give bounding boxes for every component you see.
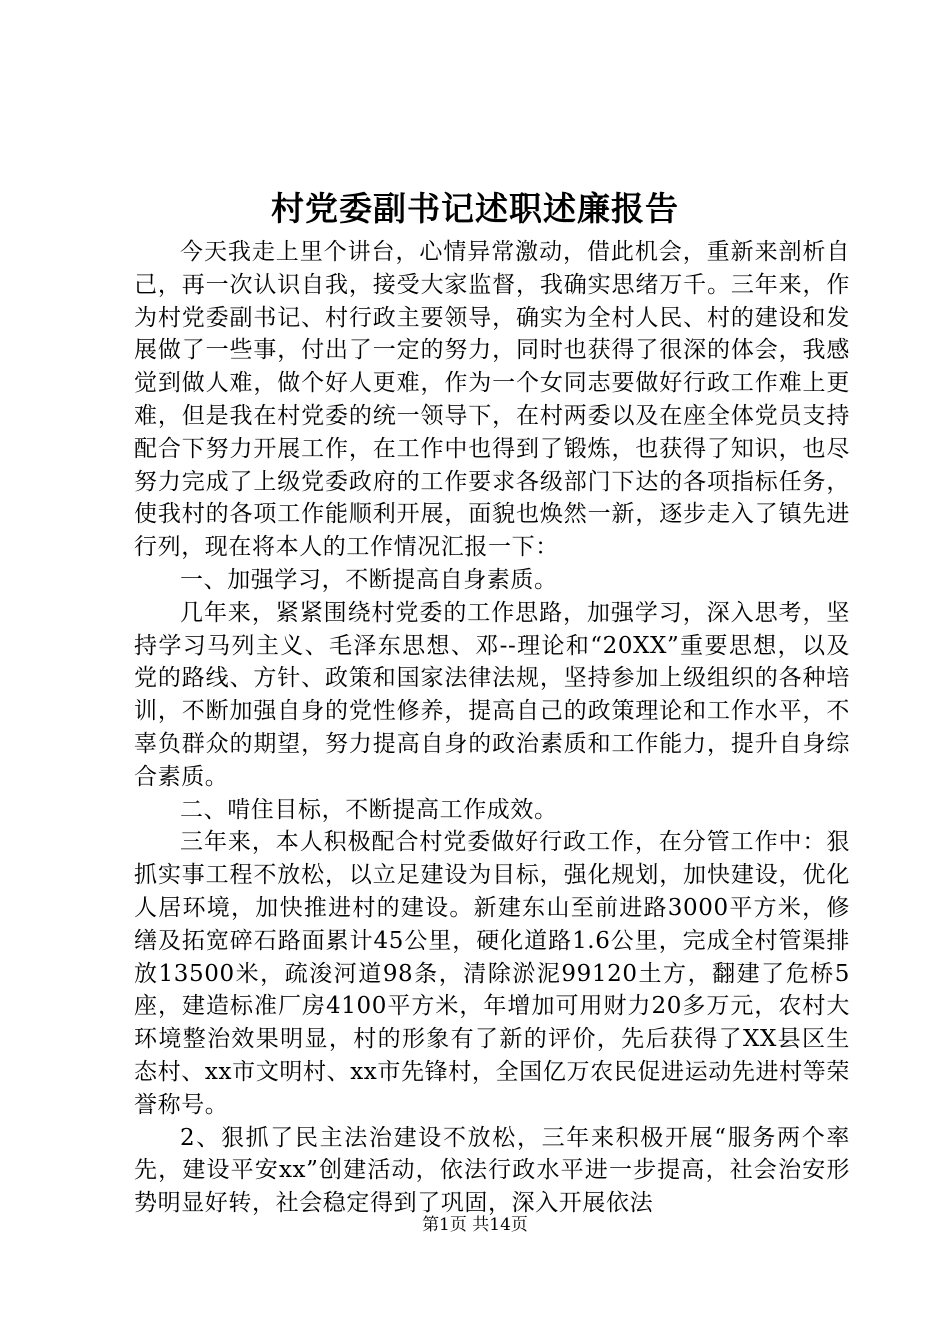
paragraph-intro: 今天我走上里个讲台，心情异常激动，借此机会，重新来剖析自己，再一次认识自我，接受大家监督，我确实思绪万千。三年来，作为村党委副书记、村行政主要领导，确实为全村人民、村的建设和发展做了一些事，付出了一定的努力，同时也获得了很深的体会，我感觉到做人难，做个好人更难，作为一个女同志要做好行政工作难上更难，但是我在村党委的统一领导下，在村两委以及在座全体党员支持配合下努力开展工作，在工作中也得到了锻炼，也获得了知识，也尽努力完成了上级党委政府的工作要求各级部门下达的各项指标任务，使我村的各项工作能顺利开展，面貌也焕然一新，逐步走入了镇先进行列，现在将本人的工作情况汇报一下： xyxy=(134,239,850,561)
section-heading-1: 一、加强学习，不断提高自身素质。 xyxy=(180,566,558,593)
document-body xyxy=(134,236,850,1220)
document-title: 村党委副书记述职述廉报告 xyxy=(271,189,679,228)
page-indicator: 第1页 共14页 xyxy=(422,1215,528,1235)
paragraph-achievements: 三年来，本人积极配合村党委做好行政工作，在分管工作中：狠抓实事工程不放松，以立足建设为目标，强化规划，加快建设，优化人居环境，加快推进村的建设。新建东山至前进路3000平方米，修缮及拓宽碎石路面累计45公里，硬化道路1.6公里，完成全村管渠排放13500米，疏浚河道98条，清除淤泥99120土方，翻建了危桥5座，建造标准厂房4100平方米，年增加可用财力20多万元，农村大环境整治效果明显，村的形象有了新的评价，先后获得了XX县区生态村、xx市文明村、xx市先锋村，全国亿万农民促进运动先进村等荣誉称号。 xyxy=(134,829,850,1118)
paragraph-rule-of-law: 2、狠抓了民主法治建设不放松，三年来积极开展“服务两个率先，建设平安xx”创建活动，依法行政水平进一步提高，社会治安形势明显好转，社会稳定得到了巩固，深入开展依法 xyxy=(134,1124,850,1217)
section-heading-2: 二、啃住目标，不断提高工作成效。 xyxy=(180,796,558,823)
paragraph-study: 几年来，紧紧围绕村党委的工作思路，加强学习，深入思考，坚持学习马列主义、毛泽东思想、邓--理论和“20XX”重要思想，以及党的路线、方针、政策和国家法律法规，坚持参加上级组织的各种培训，不断加强自身的党性修养，提高自己的政策理论和工作水平，不辜负群众的期望，努力提高自身的政治素质和工作能力，提升自身综合素质。 xyxy=(134,599,850,790)
